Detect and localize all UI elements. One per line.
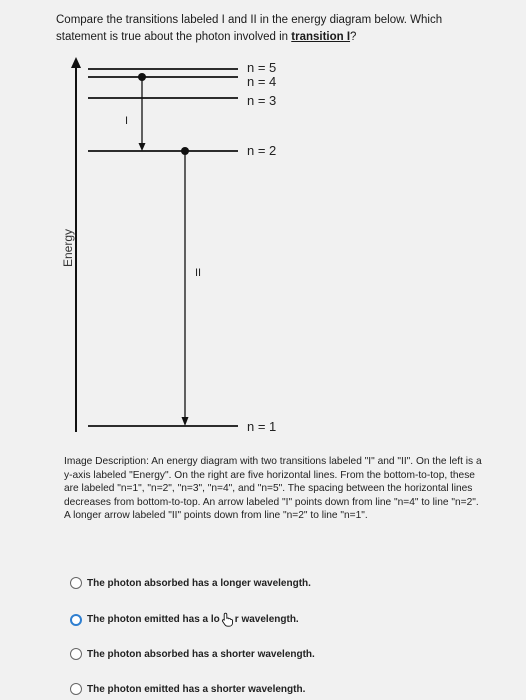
hand-pointer-icon xyxy=(221,612,234,627)
transition-ii-arrowhead xyxy=(182,417,189,426)
option-label: The photon absorbed has a shorter wavelength. xyxy=(87,648,315,660)
level-n5-label: n = 5 xyxy=(247,60,277,75)
answer-option-3[interactable] xyxy=(70,648,315,660)
question-text: Compare the transitions labeled I and II in the energy diagram below. Which statement is true about the photon involved in transition I? xyxy=(56,14,443,43)
option-label: The photon emitted has a shorter wavelength. xyxy=(87,683,306,695)
transition-ii-label: II xyxy=(195,267,202,279)
level-n2-label: n = 2 xyxy=(247,143,277,158)
radio-button[interactable] xyxy=(70,648,82,660)
energy-axis-label: Energy xyxy=(61,228,75,268)
transition-emphasis: transition I xyxy=(291,31,351,43)
transition-i-arrowhead xyxy=(139,143,146,151)
level-n1-label: n = 1 xyxy=(247,419,277,434)
radio-button[interactable] xyxy=(70,577,82,589)
answer-option-4[interactable] xyxy=(70,683,305,695)
radio-button[interactable] xyxy=(70,683,82,695)
radio-button[interactable] xyxy=(70,614,82,626)
option-label: The photon absorbed has a longer wavelength. xyxy=(87,577,311,589)
transition-i-label: I xyxy=(125,115,129,127)
option-label: The photon emitted has a lo r wavelength. xyxy=(87,612,299,627)
energy-axis-arrowhead xyxy=(71,57,81,68)
image-description: Image Description: An energy diagram with two transitions labeled "I" and "II". On the left is a y-axis labeled "Energy". On the right are five horizontal lines. From the bottom-to-top, these are labeled "n=1", "n=2", "n=3", "n=4", and "n=5". The spacing between the horizontal lines decreases from bottom-to-top. An arrow labeled "I" points down from line "n=4" to line "n=2". A longer arrow labeled "II" points down from line "n=2" to line "n=1". xyxy=(64,456,482,522)
answer-option-1[interactable] xyxy=(70,577,311,589)
level-n3-label: n = 3 xyxy=(247,93,277,108)
level-n4-label: n = 4 xyxy=(247,74,277,89)
answer-option-2[interactable] xyxy=(70,612,299,627)
